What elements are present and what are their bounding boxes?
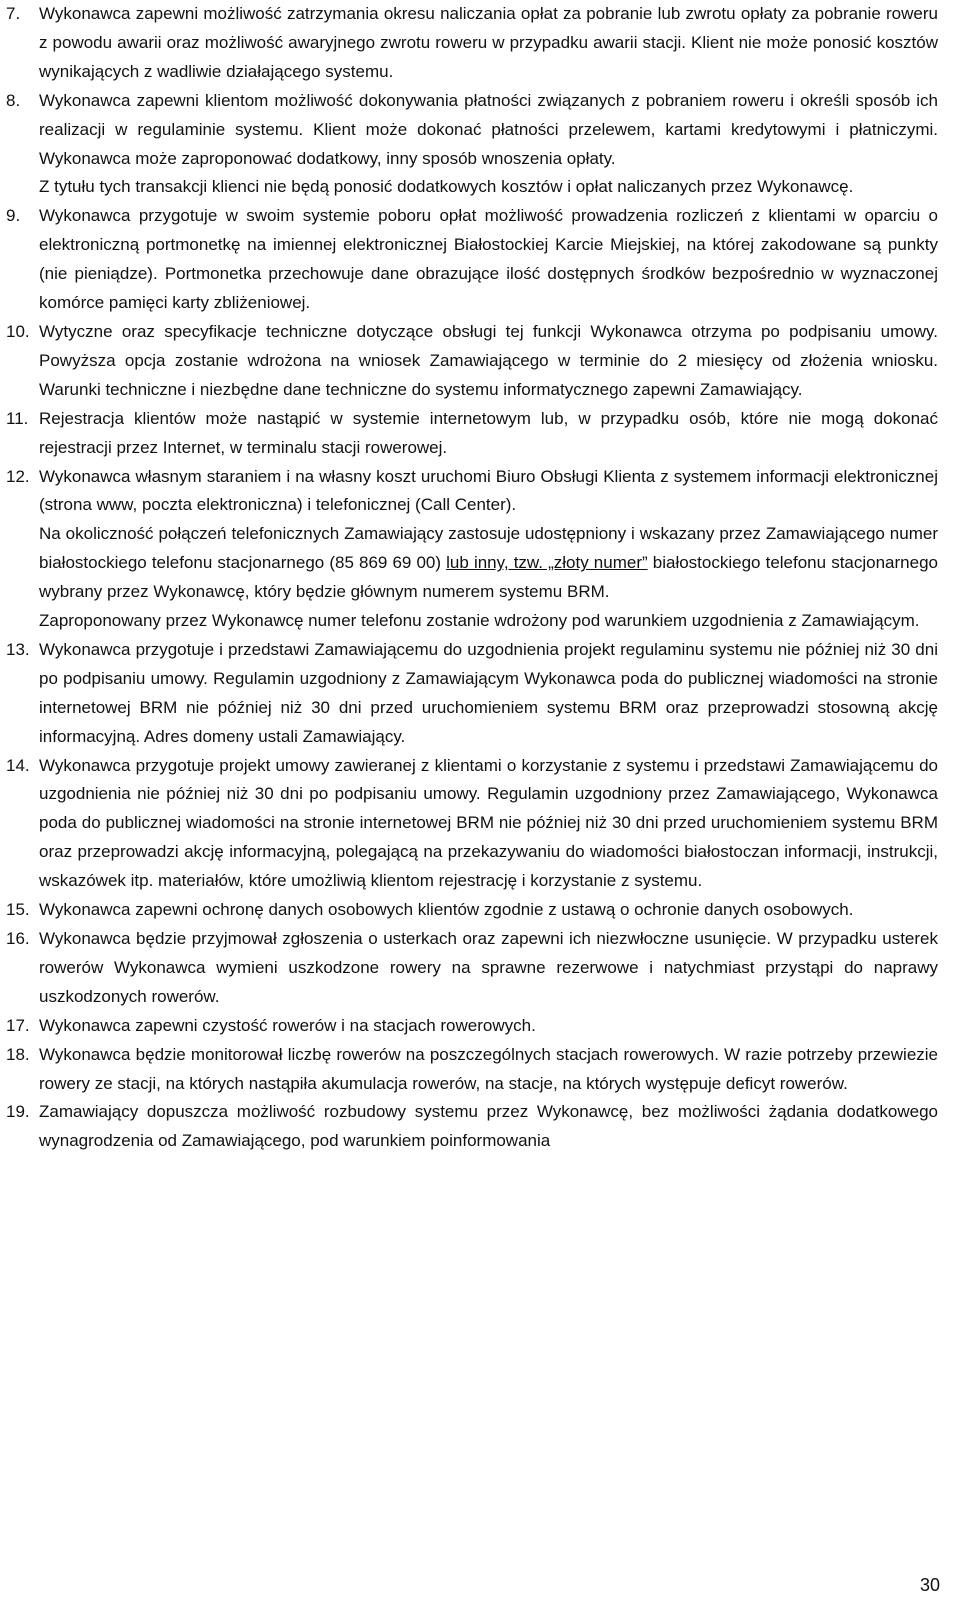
item-text: Wykonawca zapewni ochronę danych osobowych klientów zgodnie z ustawą o ochronie danych osobowych. (39, 900, 854, 920)
item-text: Wykonawca zapewni klientom możliwość dokonywania płatności związanych z pobraniem roweru i określi sposób ich realizacji w regulaminie systemu. Klient może dokonać płatności przelewem, kartami kredytowymi i płatniczymi. Wykonawca może zaproponować dodatkowy, inny sposób wnoszenia opłaty. (39, 90, 938, 168)
item-text: Zaproponowany przez Wykonawcę numer telefonu zostanie wdrożony pod warunkiem uzgodnienia z Zamawiającym. (39, 611, 920, 631)
item-number: 10. (6, 321, 30, 341)
list-item-15 (6, 896, 938, 925)
item-text: Wykonawca będzie przyjmował zgłoszenia o usterkach oraz zapewni ich niezwłoczne usunięcie. W przypadku usterek rowerów Wykonawca wymieni uszkodzone rowery na sprawne rezerwowe i natychmiast przystąpi do naprawy uszkodzonych rowerów. (39, 929, 938, 1006)
list-item-8 (6, 87, 938, 203)
list-item-18 (6, 1041, 938, 1099)
item-text: Wykonawca będzie monitorował liczbę rowerów na poszczególnych stacjach rowerowych. W razie potrzeby przewiezie rowery ze stacji, na których nastąpiła akumulacja rowerów, na stacje, na których występuje deficyt rowerów. (39, 1044, 938, 1093)
list-item-14 (6, 752, 938, 897)
item-number: 8. (6, 90, 21, 110)
item-number: 17. (6, 1015, 30, 1035)
item-number: 16. (6, 929, 30, 948)
list-item-10 (6, 318, 938, 405)
item-text: Wykonawca przygotuje i przedstawi Zamawiającemu do uzgodnienia projekt regulaminu systemu nie później niż 30 dni po podpisaniu umowy. Regulamin uzgodniony z Zamawiającym Wykonawca poda do publicznej wiadomości na stronie internetowej BRM nie później niż 30 dni przed uruchomieniem systemu BRM oraz przeprowadzi stosowną akcję informacyjną. Adres domeny ustali Zamawiający. (39, 639, 938, 746)
list-item-12 (6, 463, 938, 636)
item-number: 9. (6, 206, 21, 226)
item-text: Wykonawca przygotuje w swoim systemie poboru opłat możliwość prowadzenia rozliczeń z klientami w oparciu o elektroniczną portmonetkę na imiennej elektronicznej Białostockiej Karcie Miejskiej, na której zakodowane są punkty (nie pieniądze). Portmonetka przechowuje dane obrazujące ilość dostępnych środków bezpośrednio w wyznaczonej komórce pamięci karty zbliżeniowej. (39, 206, 938, 313)
item-text: Wytyczne oraz specyfikacje techniczne dotyczące obsługi tej funkcji Wykonawca otrzyma po podpisaniu umowy. Powyższa opcja zostanie wdrożona na wniosek Zamawiającego w terminie do 2 miesięcy od złożenia wniosku. Warunki techniczne i niezbędne dane techniczne do systemu informatycznego zapewni Zamawiający. (39, 321, 938, 399)
list-item-7 (6, 0, 938, 87)
item-number: 11. (6, 408, 29, 428)
item-number: 12. (6, 466, 30, 486)
item-text-phone (39, 520, 938, 607)
item-text: Zamawiający dopuszcza możliwość rozbudowy systemu przez Wykonawcę, bez możliwości żądania dodatkowego wynagrodzenia od Zamawiającego, pod warunkiem poinformowania (39, 1102, 938, 1151)
item-text: Wykonawca zapewni czystość rowerów i na stacjach rowerowych. (39, 1015, 536, 1035)
item-number: 15. (6, 900, 30, 920)
item-text: Z tytułu tych transakcji klienci nie będą ponosić dodatkowych kosztów i opłat naliczanych przez Wykonawcę. (39, 177, 854, 197)
list-item-17 (6, 1012, 938, 1041)
list-item-11 (6, 405, 938, 463)
item-text: Rejestracja klientów może nastąpić w systemie internetowym lub, w przypadku osób, które nie mogą dokonać rejestracji przez Internet, w terminalu stacji rowerowej. (39, 408, 938, 457)
list-item-16 (6, 925, 938, 1012)
text-segment: białostockiego telefonu stacjonarnego wybrany przez Wykonawcę, który będzie głównym numerem systemu BRM. (39, 553, 938, 602)
item-number: 14. (6, 755, 30, 775)
list-item-19 (6, 1098, 938, 1156)
underlined-text: lub inny, tzw. „złoty numer” (446, 553, 648, 573)
page-number: 30 (919, 1575, 940, 1595)
item-number: 7. (6, 4, 21, 23)
item-number: 19. (6, 1102, 30, 1122)
item-text: Wykonawca przygotuje projekt umowy zawieranej z klientami o korzystanie z systemu i przedstawi Zamawiającemu do uzgodnienia nie później niż 30 dni po podpisaniu umowy. Regulamin uzgodniony przez Zamawiającego, Wykonawca poda do publicznej wiadomości na stronie internetowej BRM nie później niż 30 dni przed uruchomieniem systemu BRM oraz przeprowadzi akcję informacyjną, polegającą na przekazywaniu do wiadomości białostoczan informacji, instrukcji, wskazówek itp. materiałów, które umożliwią klientom rejestrację i korzystanie z systemu. (39, 755, 938, 891)
item-text: Wykonawca własnym staraniem i na własny koszt uruchomi Biuro Obsługi Klienta z systemem informacji elektronicznej (strona www, poczta elektroniczna) i telefonicznej (Call Center). (39, 466, 938, 515)
text-segment: Na okoliczność połączeń telefonicznych Zamawiający zastosuje udostępniony i wskazany przez Zamawiającego numer białostockiego telefonu stacjonarnego (85 869 69 00) (39, 524, 938, 573)
item-number: 13. (6, 639, 30, 659)
item-number: 18. (6, 1044, 30, 1064)
list-item-13 (6, 636, 938, 752)
list-item-9 (6, 202, 938, 318)
item-text: Wykonawca zapewni możliwość zatrzymania okresu naliczania opłat za pobranie lub zwrotu opłaty za pobranie roweru z powodu awarii oraz możliwość awaryjnego zwrotu roweru w przypadku awarii stacji. Klient nie może ponosić kosztów wynikających z wadliwie działającego systemu. (39, 4, 938, 81)
